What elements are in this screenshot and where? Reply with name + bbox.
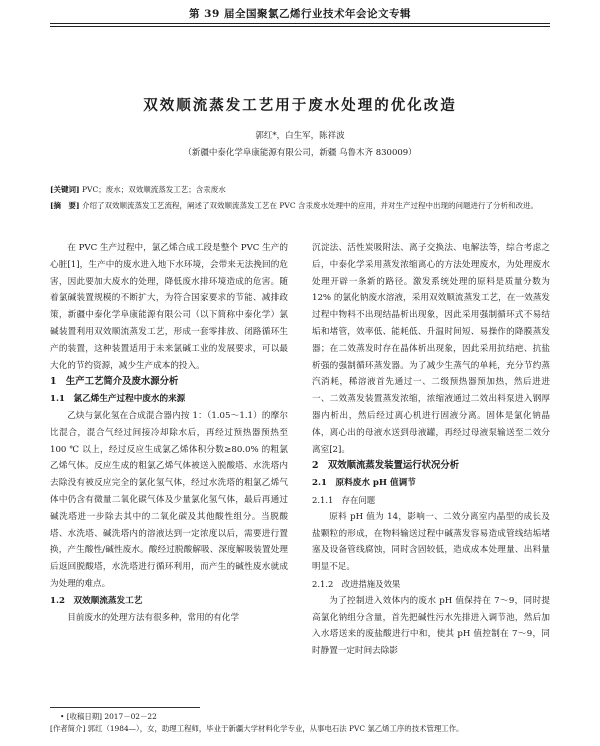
running-header: 第 39 届全国聚氯乙烯行业技术年会论文专辑 bbox=[189, 8, 411, 20]
abstract-label: [摘 要] bbox=[50, 201, 80, 210]
footnote-bullet: • bbox=[60, 712, 65, 721]
paragraph-1-2-continued: 沉淀法、活性炭吸附法、离子交换法、电解法等，综合考虑之后，中泰化学采用蒸发浓缩离心的方法处理废水，为处理废水处理开辟一条新的路径。激发系统处理的原料是质量分数为 12% 的氯化钠废水溶液，采用双效顺流蒸发工艺，在一效蒸发过程中物料不出现结晶析出现象，因此采用强制循环式不易结垢和堵管，效率低、能耗低、升温时间短、易操作的降膜蒸发器；在二效蒸发时存在晶体析出现象，因此采用抗结疤、抗盐析强的强制循环蒸发器。为了减少生蒸气的单耗，充分节约蒸汽消耗，稀溶液首先通过一、二级预热器预加热，然后进进一、二效蒸发装置蒸发浓缩，浓缩液通过二效出料泵进入钢厚器内析出，然后经过离心机进行固液分离。固体是氯化钠晶体，离心出的母液水送到母液罐，再经过母液泵输送至二效分离室[2]。 bbox=[312, 243, 550, 455]
paragraph-1-1: 乙炔与氯化氢在合成混合器内按 1：（1.05～1.1）的摩尔比混合，混合气经过间接冷却除水后，再经过预热器预热至 100 ℃ 以上，经过反应生成氯乙烯体积分数≥80.0% 的粗氯乙烯气体。反应生成的粗氯乙烯气体被送入脱酸塔、水洗塔内去除没有被反应完全的氯化氢气体，经过水洗塔的粗氯乙烯气体中仍含有微量二氧化碳气体及少量氯化氢气体，最后再通过碱洗塔进一步除去其中的二氧化碳及其他酸性组分。当脱酸塔、水洗塔、碱洗塔内的溶液达到一定浓度以后，需要进行置换，产生酸性/碱性废水。酸经过脱酸解吸、深度解吸装置处理后返回脱酸塔，水洗塔进行循环利用，而产生的碱性废水就成为处理的难点。 bbox=[50, 410, 288, 589]
authors: 郭红*，白生军，陈祥波 bbox=[255, 131, 345, 141]
affiliation: （新疆中泰化学阜康能源有限公司，新疆 乌鲁木齐 830009） bbox=[183, 148, 417, 158]
received-date-text: [收稿日期] 2017－02－22 bbox=[66, 712, 157, 721]
subsection-2-1-1-heading: 2.1.1 存在问题 bbox=[312, 494, 376, 505]
subsection-2-1-heading: 2.1 原料废水 pH 值调节 bbox=[312, 478, 416, 489]
paper-title: 双效顺流蒸发工艺用于废水处理的优化改造 bbox=[143, 97, 457, 114]
keywords-text: PVC；废水；双效顺流蒸发工艺；含汞废水 bbox=[82, 185, 226, 194]
header-rule bbox=[50, 23, 550, 24]
abstract bbox=[50, 199, 550, 212]
author-bio: [作者简介] 郭红（1984—），女，助理工程师，毕业于新疆大学材料化学专业，从事电石法 PVC 氯乙烯工序的技术管理工作。 bbox=[50, 724, 464, 733]
subsection-1-2-heading: 1.2 双效顺流蒸发工艺 bbox=[50, 595, 143, 606]
keywords-label: [关键词] bbox=[50, 185, 80, 194]
subsection-1-1-heading: 1.1 氯乙烯生产过程中废水的来源 bbox=[50, 394, 186, 405]
paragraph-2-1-2: 为了控制进入效体内的废水 pH 值保持在 7～9，同时提高氯化钠组分含量，首先把碱性污水先排进入调节池，然后加入水塔送来的废盐酸进行中和，使其 pH 值控制在 7～9，同时静置一定时间去除影 bbox=[312, 595, 550, 657]
intro-paragraph: 在 PVC 生产过程中，氯乙烯合成工段是整个 PVC 生产的心脏[1]，生产中的废水进入地下水环境，会带来无法挽回的危害，因此要加大废水的处理，降低废水排环境造成的危害。随着氯碱装置规模的不断扩大，为符合国家要求的节能、减排政策，新疆中泰化学阜康能源有限公司（以下简称中泰化学）氯碱装置利用双效顺流蒸发工艺，形成一套零排放、闭路循环生产的装置，这种装置适用于未来氯碱工业的发展要求，可以最大化的节约资源，减少生产成本的投入。 bbox=[50, 243, 288, 371]
left-column bbox=[50, 240, 288, 626]
abstract-text: 介绍了双效顺流蒸发工艺流程，阐述了双效顺流蒸发工艺在 PVC 含汞废水处理中的应用，并对生产过程中出现的问题进行了分析和改进。 bbox=[82, 201, 538, 210]
paragraph-2-1-1: 原料 pH 值为 14，影响一、二效分离室内晶型的成长及盐颗粒的形成，在物料输送过程中碱蒸发容易造成管线结垢堵塞及设备管线腐蚀，同时含固较低，造成成本处理量、出料量明显不足。 bbox=[312, 511, 550, 573]
footnote-rule bbox=[50, 707, 200, 708]
keywords bbox=[50, 184, 550, 195]
section-1-heading: 1 生产工艺简介及废水源分析 bbox=[50, 376, 179, 388]
right-column bbox=[312, 240, 550, 660]
received-date bbox=[60, 711, 157, 722]
header-rule-thin bbox=[50, 26, 550, 27]
section-2-heading: 2 双效顺流蒸发装置运行状况分析 bbox=[312, 460, 460, 472]
paragraph-1-2: 目前废水的处理方法有很多种，常用的有化学 bbox=[67, 612, 240, 623]
subsection-2-1-2-heading: 2.1.2 改进措施及效果 bbox=[312, 578, 401, 589]
